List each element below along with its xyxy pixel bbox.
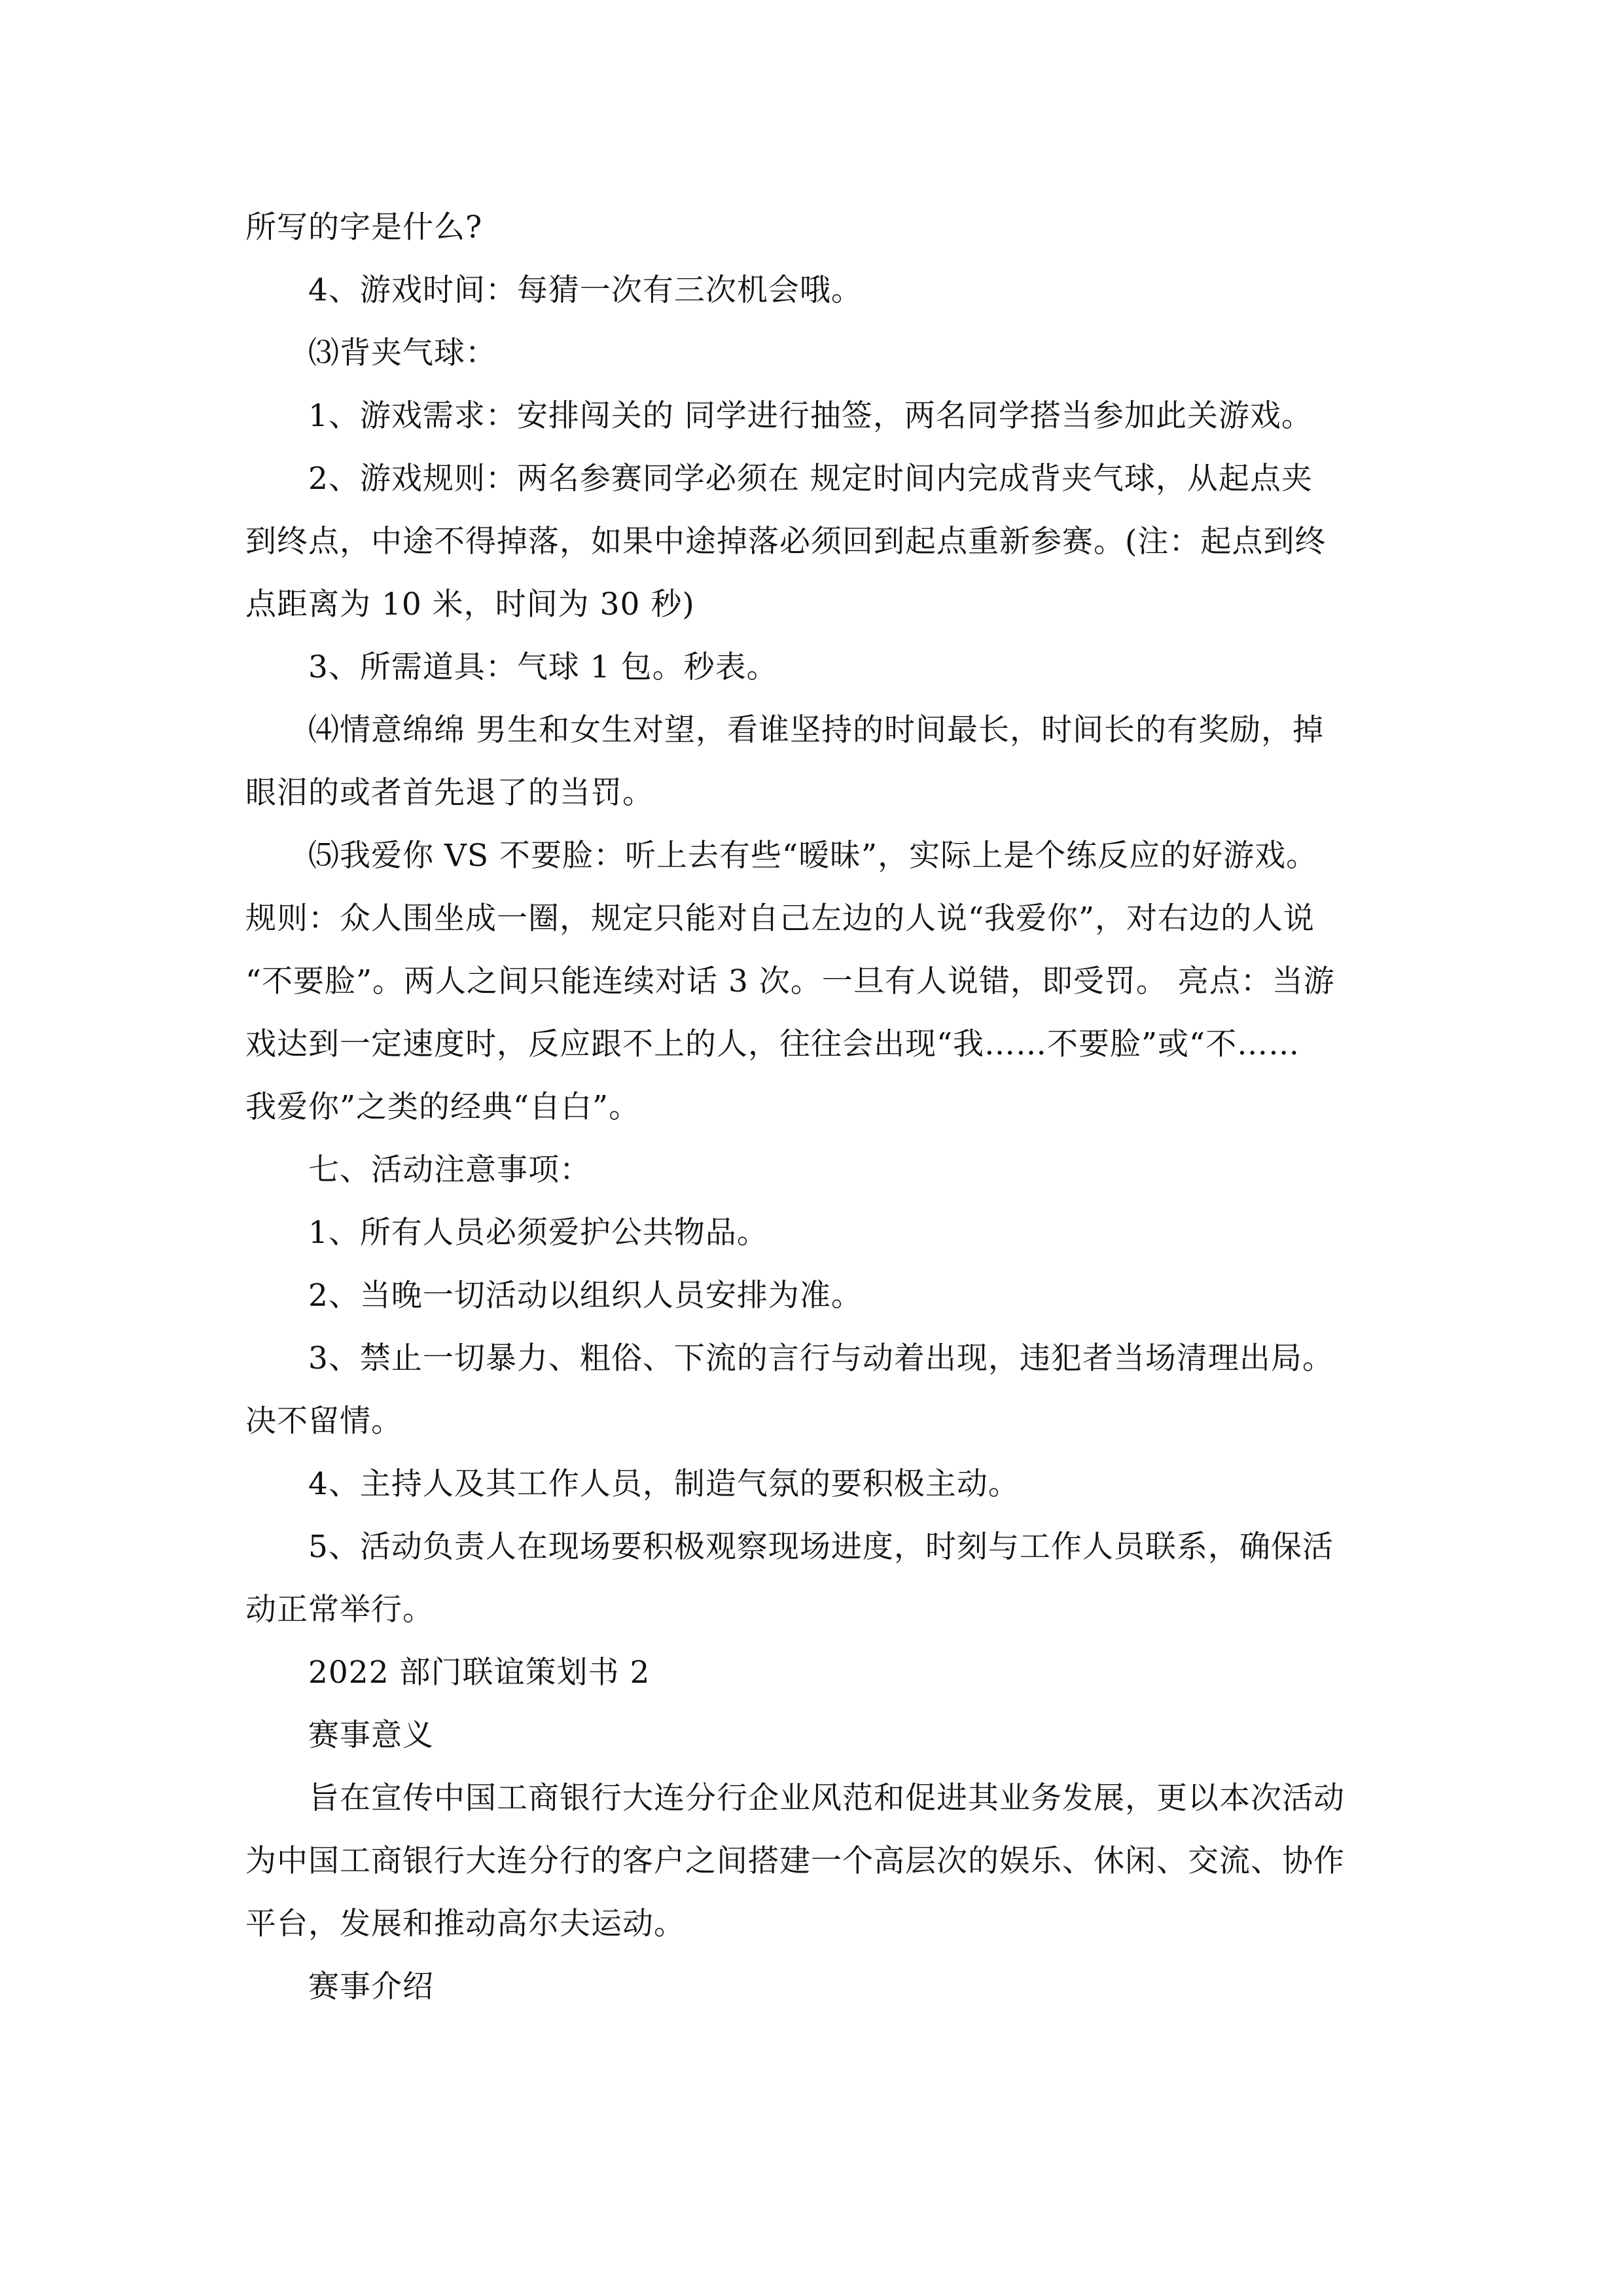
- text-line: 平台，发展和推动高尔夫运动。: [245, 1906, 685, 1942]
- section-title: 2022 部门联谊策划书 2: [308, 1655, 651, 1691]
- text-line: 1、游戏需求：安排闯关的 同学进行抽签，两名同学搭当参加此关游戏。: [308, 398, 1313, 434]
- text-line: 我爱你”之类的经典“自白”。: [245, 1089, 641, 1125]
- text-line: 点距离为 10 米，时间为 30 秒): [245, 586, 695, 622]
- text-line: 眼泪的或者首先退了的当罚。: [245, 775, 654, 811]
- text-line: 到终点，中途不得掉落，如果中途掉落必须回到起点重新参赛。(注：起点到终: [245, 524, 1327, 560]
- text-line: ⑸我爱你 VS 不要脸：听上去有些“暧昧”，实际上是个练反应的好游戏。: [308, 838, 1318, 874]
- text-line: 动正常举行。: [245, 1592, 434, 1628]
- text-line: 为中国工商银行大连分行的客户之间搭建一个高层次的娱乐、休闲、交流、协作: [245, 1843, 1345, 1879]
- text-line: 2、游戏规则：两名参赛同学必须在 规定时间内完成背夹气球，从起点夹: [308, 461, 1313, 497]
- text-line: 4、主持人及其工作人员，制造气氛的要积极主动。: [308, 1466, 1020, 1502]
- text-line: 1、所有人员必须爱护公共物品。: [308, 1215, 768, 1251]
- text-line: 3、禁止一切暴力、粗俗、下流的言行与动着出现，违犯者当场清理出局。: [308, 1340, 1334, 1376]
- section-heading: 赛事意义: [308, 1717, 434, 1753]
- text-line: ⑷情意绵绵 男生和女生对望，看谁坚持的时间最长，时间长的有奖励，掉: [308, 712, 1324, 748]
- text-line: 4、游戏时间：每猜一次有三次机会哦。: [308, 272, 863, 308]
- text-line: 2、当晚一切活动以组织人员安排为准。: [308, 1278, 863, 1314]
- text-line: 5、活动负责人在现场要积极观察现场进度，时刻与工作人员联系，确保活: [308, 1529, 1334, 1565]
- document-body: [245, 196, 1378, 2018]
- text-line: ⑶背夹气球：: [308, 335, 497, 371]
- text-line: 决不留情。: [245, 1403, 402, 1439]
- text-line: 所写的字是什么?: [245, 209, 483, 245]
- text-line: 规则：众人围坐成一圈，规定只能对自己左边的人说“我爱你”，对右边的人说: [245, 901, 1315, 937]
- text-line: 3、所需道具：气球 1 包。秒表。: [308, 649, 778, 685]
- section-heading: 赛事介绍: [308, 1969, 434, 2005]
- text-line: “不要脸”。两人之间只能连续对话 3 次。一旦有人说错，即受罚。 亮点：当游: [245, 963, 1335, 999]
- section-heading: 七、活动注意事项：: [308, 1152, 591, 1188]
- text-line: 旨在宣传中国工商银行大连分行企业风范和促进其业务发展，更以本次活动: [308, 1780, 1345, 1816]
- text-line: 戏达到一定速度时，反应跟不上的人，往往会出现“我……不要脸”或“不……: [245, 1026, 1300, 1062]
